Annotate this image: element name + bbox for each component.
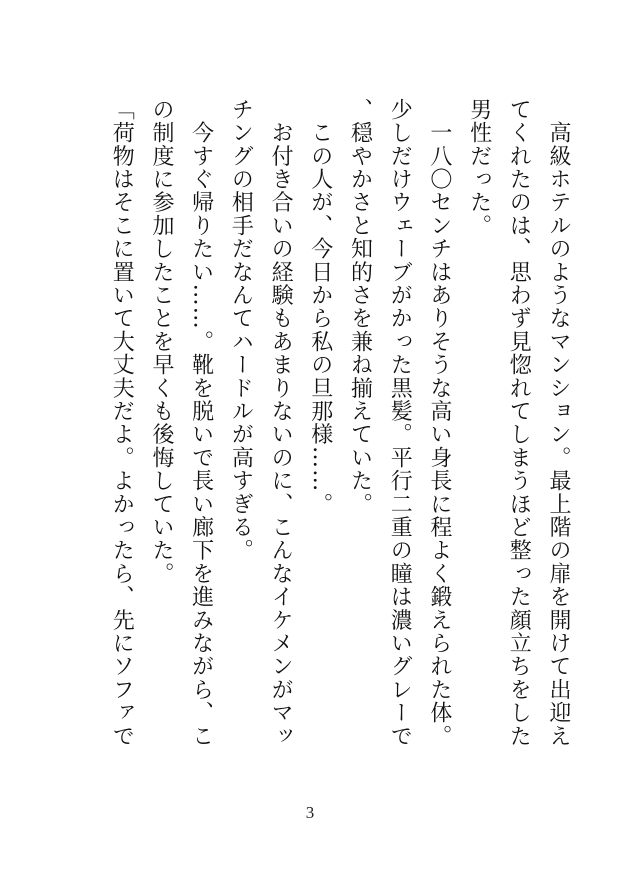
text-line: この人が、今日から私の旦那様……。: [307, 98, 333, 516]
page-number: 3: [305, 803, 315, 822]
text-line: の制度に参加したことを早くも後悔していた。: [148, 98, 174, 586]
text-line: チングの相手だなんてハードルが高すぎる。: [228, 98, 254, 562]
text-line: てくれたのは、思わず見惚れてしまうほど整った顔立ちをした: [506, 98, 532, 748]
text-line: 高級ホテルのようなマンション。最上階の扉を開けて出迎え: [546, 98, 571, 748]
text-line: 、穏やかさと知的さを兼ね揃えていた。: [347, 98, 373, 516]
vertical-text-body: [102, 98, 578, 788]
text-line: 「荷物はそこに置いて大丈夫だよ。よかったら、先にソファで: [109, 98, 135, 748]
text-line: 男性だった。: [466, 98, 492, 238]
text-line: 一八〇センチはありそうな高い身長に程よく鍛えられた体。: [426, 98, 452, 748]
text-line: 今すぐ帰りたい……。靴を脱いで長い廊下を進みながら、こ: [188, 98, 214, 748]
text-line: お付き合いの経験もあまりないのに、こんなイケメンがマッ: [268, 98, 294, 748]
text-line: 少しだけウェーブがかった黒髪。平行二重の瞳は濃いグレーで: [387, 98, 413, 748]
